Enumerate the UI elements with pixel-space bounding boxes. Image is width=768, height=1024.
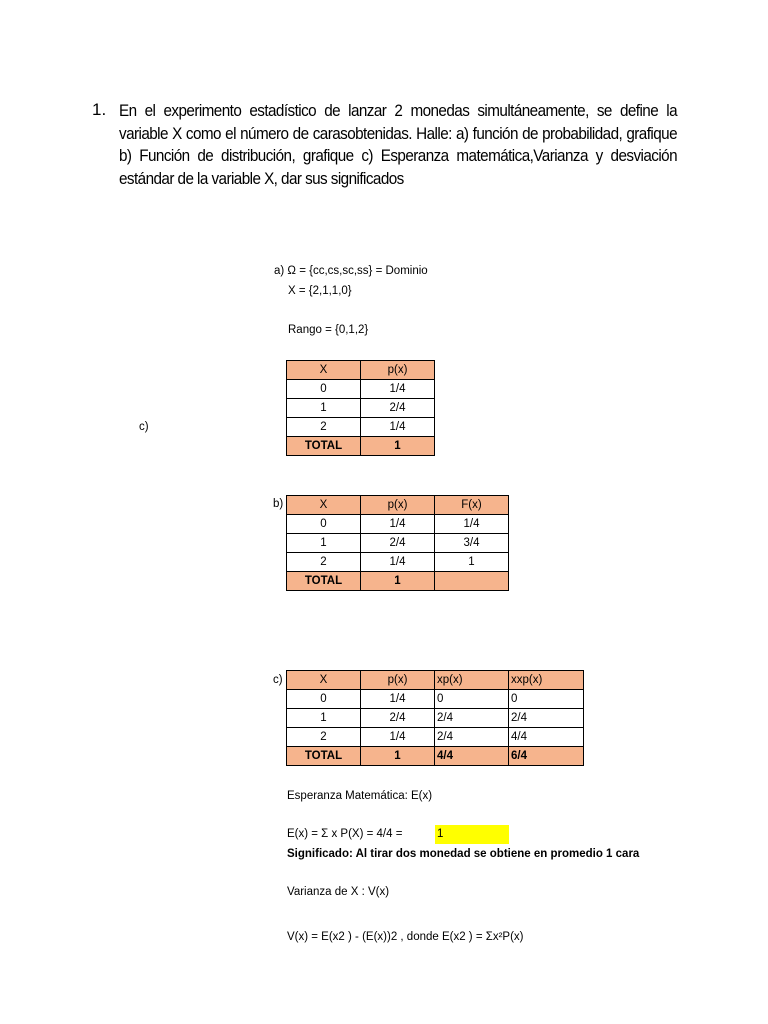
header-cell: xp(x) bbox=[435, 671, 509, 690]
esperanza-formula: E(x) = Σ x P(X) = 4/4 = bbox=[287, 828, 403, 840]
part-b-label: b) bbox=[273, 498, 284, 510]
header-cell: X bbox=[287, 671, 361, 690]
total-cell: TOTAL bbox=[287, 747, 361, 766]
problem-number: 1. bbox=[92, 100, 107, 119]
varianza-title: Varianza de X : V(x) bbox=[287, 886, 390, 898]
total-cell bbox=[435, 572, 509, 591]
table-cell: 1 bbox=[287, 534, 361, 553]
header-cell: X bbox=[287, 361, 361, 380]
table-row bbox=[287, 709, 584, 728]
total-cell: TOTAL bbox=[287, 437, 361, 456]
expectation-table bbox=[286, 670, 584, 766]
table-cell: 2/4 bbox=[361, 709, 435, 728]
varianza-formula: V(x) = E(x2 ) - (E(x))2 , donde E(x2 ) = Σx²P(x) bbox=[287, 931, 524, 943]
table-cell: 1/4 bbox=[361, 418, 435, 437]
x-values-line: X = {2,1,1,0} bbox=[288, 285, 352, 297]
table-row bbox=[287, 380, 435, 399]
table-cell: 2/4 bbox=[361, 534, 435, 553]
table-cell: 3/4 bbox=[435, 534, 509, 553]
table-cell: 1/4 bbox=[361, 515, 435, 534]
table-cell: 4/4 bbox=[509, 728, 584, 747]
table-cell: 1/4 bbox=[361, 553, 435, 572]
table-cell: 2/4 bbox=[435, 728, 509, 747]
distribution-table bbox=[286, 495, 509, 591]
table-cell: 1/4 bbox=[435, 515, 509, 534]
table-cell: 1/4 bbox=[361, 728, 435, 747]
total-cell: 6/4 bbox=[509, 747, 584, 766]
esperanza-value: 1 bbox=[437, 828, 444, 840]
table-cell: 2/4 bbox=[435, 709, 509, 728]
table-cell: 1 bbox=[287, 399, 361, 418]
table-cell: 0 bbox=[287, 690, 361, 709]
total-cell: 1 bbox=[361, 747, 435, 766]
table-row bbox=[287, 728, 584, 747]
side-label-c: c) bbox=[139, 421, 149, 433]
table-row bbox=[287, 399, 435, 418]
table-cell: 2 bbox=[287, 728, 361, 747]
total-cell: 4/4 bbox=[435, 747, 509, 766]
table-row bbox=[287, 515, 509, 534]
table-cell: 1/4 bbox=[361, 380, 435, 399]
header-cell: p(x) bbox=[361, 361, 435, 380]
part-c-label: c) bbox=[273, 674, 283, 686]
table-cell: 2/4 bbox=[509, 709, 584, 728]
probability-table bbox=[286, 360, 435, 456]
table-cell: 0 bbox=[287, 515, 361, 534]
total-cell: 1 bbox=[361, 572, 435, 591]
table-total-row bbox=[287, 572, 509, 591]
table-row bbox=[287, 553, 509, 572]
table-header-row bbox=[287, 671, 584, 690]
table-cell: 1/4 bbox=[361, 690, 435, 709]
header-cell: p(x) bbox=[361, 496, 435, 515]
table-row bbox=[287, 418, 435, 437]
significado-text: Significado: Al tirar dos monedad se obtiene en promedio 1 cara bbox=[287, 848, 640, 860]
table-cell: 0 bbox=[435, 690, 509, 709]
esperanza-title: Esperanza Matemática: E(x) bbox=[287, 790, 433, 802]
esperanza-highlight bbox=[435, 825, 509, 844]
total-cell: TOTAL bbox=[287, 572, 361, 591]
rango-line: Rango = {0,1,2} bbox=[288, 324, 369, 336]
header-cell: F(x) bbox=[435, 496, 509, 515]
problem-statement bbox=[92, 100, 677, 190]
table-cell: 0 bbox=[509, 690, 584, 709]
table-cell: 2 bbox=[287, 553, 361, 572]
header-cell: p(x) bbox=[361, 671, 435, 690]
table-header-row bbox=[287, 361, 435, 380]
total-cell: 1 bbox=[361, 437, 435, 456]
table-total-row bbox=[287, 747, 584, 766]
table-cell: 2 bbox=[287, 418, 361, 437]
table-cell: 1 bbox=[435, 553, 509, 572]
header-cell: X bbox=[287, 496, 361, 515]
table-row bbox=[287, 534, 509, 553]
table-total-row bbox=[287, 437, 435, 456]
table-cell: 1 bbox=[287, 709, 361, 728]
problem-text: En el experimento estadístico de lanzar 2 monedas simultáneamente, se define la variable X como el número de carasobtenidas. Halle: a) función de probabilidad, grafique b) Función de distribución, grafique c) Esperanza matemática,Varianza y desviación estándar de la variable X, dar sus significados bbox=[119, 102, 677, 188]
table-cell: 0 bbox=[287, 380, 361, 399]
header-cell: xxp(x) bbox=[509, 671, 584, 690]
table-cell: 2/4 bbox=[361, 399, 435, 418]
table-row bbox=[287, 690, 584, 709]
table-header-row bbox=[287, 496, 509, 515]
omega-line: a) Ω = {cc,cs,sc,ss} = Dominio bbox=[274, 265, 428, 277]
